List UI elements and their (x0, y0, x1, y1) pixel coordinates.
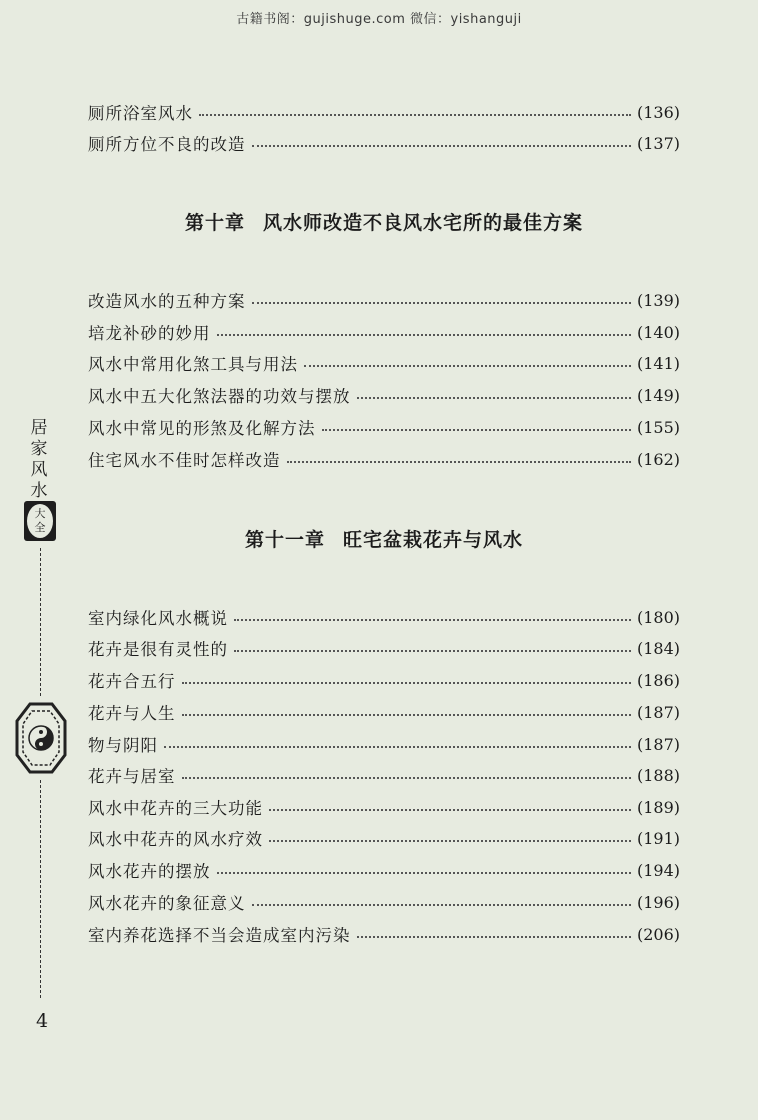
chapter-title: 风水师改造不良风水宅所的最佳方案 (263, 212, 584, 234)
toc-entry-page: (141) (636, 353, 680, 373)
leader-dots (304, 365, 631, 367)
book-title-char: 居 (30, 418, 48, 438)
leader-dots (164, 746, 631, 748)
leader-dots (234, 619, 631, 621)
toc-entry-title: 物与阴阳 (88, 736, 158, 755)
toc-entry-page: (136) (636, 102, 680, 122)
chapter-heading[interactable] (88, 525, 680, 552)
toc-entry-title: 花卉是很有灵性的 (88, 640, 228, 659)
toc-entry[interactable] (88, 350, 680, 376)
leader-dots (269, 809, 631, 811)
toc-entry-title: 花卉与人生 (88, 704, 176, 723)
toc-entry-page: (206) (636, 924, 680, 944)
toc-entry[interactable] (88, 99, 680, 125)
toc-entry[interactable] (88, 921, 680, 947)
toc-entry-page: (196) (636, 892, 680, 912)
leader-dots (199, 114, 631, 116)
toc-entry[interactable] (88, 130, 680, 156)
toc-entry-title: 厕所浴室风水 (88, 104, 193, 123)
seal-char: 全 (34, 521, 46, 534)
toc-entry-page: (187) (636, 702, 680, 722)
side-divider-lower (40, 780, 41, 998)
toc-entry-title: 风水中花卉的风水疗效 (88, 830, 263, 849)
book-title-char: 风 (30, 460, 48, 480)
book-seal (24, 501, 56, 541)
leader-dots (269, 840, 631, 842)
chapter-number: 第十章 (184, 212, 245, 234)
toc-entry[interactable] (88, 382, 680, 408)
leader-dots (234, 650, 631, 652)
toc-entry-title: 室内养花选择不当会造成室内污染 (88, 926, 351, 945)
toc-entry[interactable] (88, 825, 680, 851)
leader-dots (252, 904, 631, 906)
leader-dots (357, 936, 631, 938)
toc-entry-page: (155) (636, 417, 680, 437)
toc-entry-title: 风水花卉的摆放 (88, 862, 211, 881)
toc-entry[interactable] (88, 699, 680, 725)
seal-inner (27, 504, 53, 538)
leader-dots (252, 302, 631, 304)
leader-dots (217, 334, 631, 336)
toc-entry[interactable] (88, 667, 680, 693)
leader-dots (182, 777, 631, 779)
toc-entry-title: 室内绿化风水概说 (88, 609, 228, 628)
toc-entry[interactable] (88, 731, 680, 757)
watermark: 古籍书阁：gujishuge.com 微信：yishanguji (236, 12, 522, 27)
toc-entry-title: 花卉合五行 (88, 672, 176, 691)
toc-entry-title: 风水花卉的象征意义 (88, 894, 246, 913)
toc-entry-title: 培龙补砂的妙用 (88, 324, 211, 343)
toc-entry-page: (186) (636, 670, 680, 690)
toc-entry-page: (149) (636, 385, 680, 405)
toc-entry-page: (139) (636, 290, 680, 310)
book-title-char: 家 (30, 439, 48, 459)
toc-entry[interactable] (88, 635, 680, 661)
toc-entry[interactable] (88, 446, 680, 472)
toc-entry-title: 厕所方位不良的改造 (88, 135, 246, 154)
toc-entry[interactable] (88, 889, 680, 915)
toc-entry-page: (187) (636, 734, 680, 754)
chapter-heading[interactable] (88, 208, 680, 235)
toc-entry-page: (189) (636, 797, 680, 817)
chapter-number: 第十一章 (244, 529, 325, 551)
toc-entry-page: (162) (636, 449, 680, 469)
leader-dots (252, 145, 631, 147)
leader-dots (322, 429, 631, 431)
toc-entry-title: 风水中常用化煞工具与用法 (88, 355, 298, 374)
toc-entry-title: 风水中花卉的三大功能 (88, 799, 263, 818)
bagua-yinyang-icon (15, 700, 67, 776)
toc-entry-page: (137) (636, 133, 680, 153)
toc-entry-page: (184) (636, 638, 680, 658)
toc-entry[interactable] (88, 794, 680, 820)
toc-entry[interactable] (88, 414, 680, 440)
toc-entry-page: (180) (636, 607, 680, 627)
leader-dots (182, 682, 631, 684)
book-title-char: 水 (30, 481, 48, 501)
toc-entry-title: 改造风水的五种方案 (88, 292, 246, 311)
toc-entry-page: (140) (636, 322, 680, 342)
toc-entry-page: (188) (636, 765, 680, 785)
seal-char: 大 (34, 507, 46, 520)
toc-entry-title: 花卉与居室 (88, 767, 176, 786)
toc-entry-title: 住宅风水不佳时怎样改造 (88, 451, 281, 470)
toc-entry[interactable] (88, 604, 680, 630)
toc-entry-page: (191) (636, 828, 680, 848)
chapter-title: 旺宅盆栽花卉与风水 (343, 529, 524, 551)
book-title-vertical (28, 418, 50, 502)
toc-entry-page: (194) (636, 860, 680, 880)
leader-dots (357, 397, 631, 399)
toc-entry[interactable] (88, 762, 680, 788)
toc-entry[interactable] (88, 319, 680, 345)
toc-entry-title: 风水中五大化煞法器的功效与摆放 (88, 387, 351, 406)
side-divider-upper (40, 548, 41, 696)
leader-dots (217, 872, 631, 874)
toc-entry[interactable] (88, 857, 680, 883)
page-number: 4 (36, 1010, 49, 1032)
toc-entry[interactable] (88, 287, 680, 313)
leader-dots (287, 461, 631, 463)
leader-dots (182, 714, 631, 716)
toc-entry-title: 风水中常见的形煞及化解方法 (88, 419, 316, 438)
